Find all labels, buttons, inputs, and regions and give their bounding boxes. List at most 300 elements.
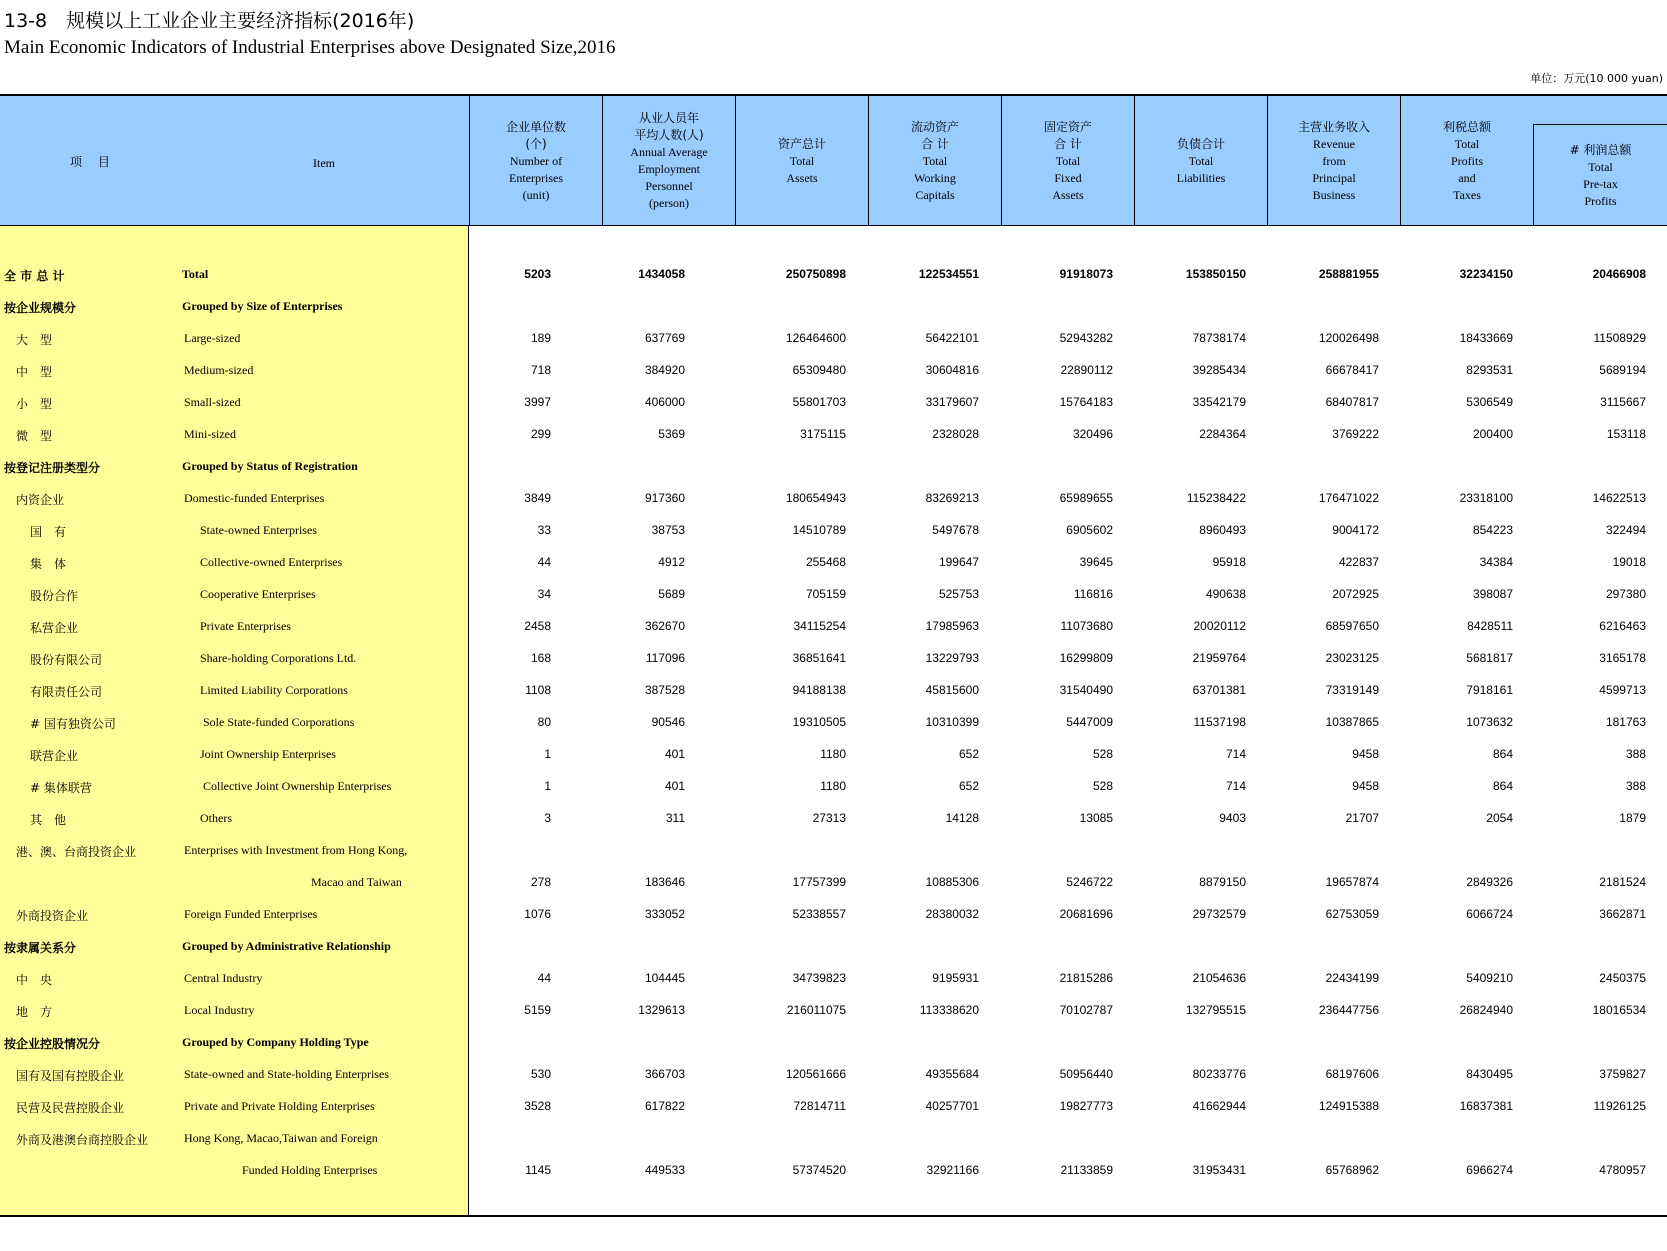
table-cell: 917360 — [644, 491, 685, 505]
column-header-line: Fixed — [1054, 170, 1082, 185]
table-cell: 3997 — [524, 395, 551, 409]
table-row — [0, 1058, 1667, 1090]
table-cell: 449533 — [644, 1163, 685, 1177]
row-label-en: State-owned and State-holding Enterprises — [184, 1067, 389, 1081]
table-cell: 525753 — [938, 587, 979, 601]
table-cell: 68407817 — [1325, 395, 1379, 409]
table-cell: 366703 — [644, 1067, 685, 1081]
table-cell: 40257701 — [925, 1099, 979, 1113]
table-cell: 83269213 — [925, 491, 979, 505]
table-cell: 23023125 — [1325, 651, 1379, 665]
table-cell: 528 — [1092, 747, 1113, 761]
table-cell: 11926125 — [1593, 1099, 1646, 1113]
table-cell: 70102787 — [1059, 1003, 1113, 1017]
column-header-line: Total — [1055, 153, 1081, 168]
table-cell: 401 — [664, 747, 685, 761]
table-cell: 5447009 — [1066, 715, 1113, 729]
table-cell: 31540490 — [1059, 683, 1113, 697]
table-row — [0, 258, 1667, 290]
table-row — [0, 546, 1667, 578]
table-bottom-rule — [0, 1215, 1667, 1217]
table-cell: 120026498 — [1318, 331, 1379, 345]
table-row — [0, 1026, 1667, 1058]
column-header-line: 企业单位数 — [505, 119, 566, 134]
table-cell: 9458 — [1352, 747, 1379, 761]
row-label-en: Collective-owned Enterprises — [200, 555, 343, 569]
table-cell: 8428511 — [1467, 619, 1513, 633]
row-label-cn: 国有及国有控股企业 — [16, 1069, 125, 1083]
table-cell: 72814711 — [793, 1099, 846, 1113]
row-label-en: Cooperative Enterprises — [200, 587, 316, 601]
table-row — [0, 354, 1667, 386]
table-cell: 16299809 — [1059, 651, 1113, 665]
table-cell: 23318100 — [1459, 491, 1513, 505]
table-row — [0, 578, 1667, 610]
table-cell: 44 — [537, 971, 551, 985]
table-cell: 3165178 — [1599, 651, 1646, 665]
table-cell: 530 — [530, 1067, 551, 1081]
table-cell: 297380 — [1605, 587, 1646, 601]
table-cell: 13229793 — [925, 651, 979, 665]
table-cell: 14510789 — [792, 523, 846, 537]
table-cell: 5203 — [524, 267, 551, 281]
column-header-line: Total — [1588, 159, 1613, 174]
header-item-cn: 项 目 — [70, 155, 116, 169]
table-cell: 45815600 — [925, 683, 979, 697]
table-cell: 21054636 — [1192, 971, 1246, 985]
row-label-en: Enterprises with Investment from Hong Kong, — [184, 843, 408, 857]
table-cell: 490638 — [1205, 587, 1246, 601]
column-header-line: (个) — [525, 136, 547, 151]
table-row — [0, 514, 1667, 546]
table-cell: 9004172 — [1332, 523, 1379, 537]
row-label-en: Foreign Funded Enterprises — [184, 907, 318, 921]
table-cell: 200400 — [1472, 427, 1513, 441]
row-label-en: Macao and Taiwan — [311, 875, 402, 889]
row-label-en: Collective Joint Ownership Enterprises — [203, 779, 392, 793]
column-header-line: 资产总计 — [777, 136, 826, 151]
table-cell: 2072925 — [1332, 587, 1379, 601]
row-label-cn: # 国有独资公司 — [30, 717, 116, 731]
table-cell: 22890112 — [1060, 363, 1113, 377]
table-cell: 299 — [530, 427, 551, 441]
table-cell: 2458 — [524, 619, 551, 633]
row-label-cn: 国 有 — [30, 525, 67, 539]
table-cell: 388 — [1625, 779, 1646, 793]
table-cell: 15764183 — [1059, 395, 1113, 409]
table-cell: 1180 — [820, 747, 846, 761]
table-cell: 401 — [664, 779, 685, 793]
table-row — [0, 866, 1667, 898]
table-cell: 65768962 — [1325, 1163, 1379, 1177]
row-label-cn: 外商及港澳台商控股企业 — [16, 1133, 149, 1147]
table-cell: 5497678 — [932, 523, 979, 537]
table-cell: 180654943 — [785, 491, 846, 505]
row-label-en: Grouped by Status of Registration — [182, 459, 358, 473]
column-header-line: Profits — [1450, 153, 1483, 168]
row-label-cn: 集 体 — [30, 557, 67, 571]
table-cell: 6905602 — [1066, 523, 1113, 537]
table-cell: 36851641 — [792, 651, 846, 665]
row-label-en: Large-sized — [184, 331, 241, 345]
column-header-line: 合 计 — [921, 136, 949, 151]
table-row — [0, 1154, 1667, 1186]
row-label-cn: 按登记注册类型分 — [4, 461, 101, 475]
column-header-line: Employment — [638, 162, 700, 176]
table-row — [0, 450, 1667, 482]
column-header-line: Total — [922, 153, 948, 168]
table-cell: 39285434 — [1192, 363, 1246, 377]
column-header-line: 负债合计 — [1176, 136, 1225, 151]
row-label-cn: 中 型 — [16, 365, 53, 379]
column-header-line: Total — [1454, 136, 1480, 151]
table-cell: 14128 — [945, 811, 979, 825]
row-label-cn: 股份合作 — [30, 589, 79, 603]
table-cell: 1180 — [820, 779, 846, 793]
table-cell: 6216463 — [1599, 619, 1646, 633]
table-cell: 122534551 — [918, 267, 979, 281]
column-header-6 — [1134, 96, 1267, 226]
row-label-en: Share-holding Corporations Ltd. — [200, 651, 357, 665]
table-cell: 5689194 — [1599, 363, 1646, 377]
table-cell: 311 — [665, 811, 685, 825]
row-label-en: Grouped by Administrative Relationship — [182, 939, 391, 953]
header-item-en: Item — [313, 156, 335, 170]
table-cell: 19018 — [1612, 555, 1646, 569]
table-cell: 9403 — [1219, 811, 1246, 825]
table-cell: 637769 — [644, 331, 685, 345]
column-header-line: 平均人数(人) — [634, 128, 704, 142]
table-cell: 124915388 — [1318, 1099, 1379, 1113]
table-row — [0, 642, 1667, 674]
row-label-cn: 全 市 总 计 — [4, 269, 65, 283]
table-cell: 20466908 — [1592, 267, 1646, 281]
table-cell: 80233776 — [1192, 1067, 1246, 1081]
table-cell: 864 — [1492, 747, 1513, 761]
table-cell: 55801703 — [792, 395, 846, 409]
table-cell: 41662944 — [1192, 1099, 1246, 1113]
table-cell: 3849 — [524, 491, 551, 505]
table-cell: 5689 — [658, 587, 685, 601]
column-header-line: 合 计 — [1054, 136, 1082, 151]
column-header-line: Annual Average — [630, 145, 708, 159]
table-cell: 384920 — [644, 363, 685, 377]
table-cell: 2849326 — [1466, 875, 1513, 889]
table-cell: 153118 — [1606, 427, 1646, 441]
table-cell: 27313 — [812, 811, 846, 825]
table-cell: 95918 — [1212, 555, 1246, 569]
table-cell: 1076 — [524, 907, 551, 921]
table-row — [0, 322, 1667, 354]
table-cell: 6066724 — [1466, 907, 1513, 921]
table-cell: 2284364 — [1199, 427, 1246, 441]
table-cell: 387528 — [644, 683, 685, 697]
table-cell: 44 — [537, 555, 551, 569]
column-header-line: Working — [914, 170, 956, 185]
table-cell: 21133859 — [1060, 1163, 1113, 1177]
row-label-en: Medium-sized — [184, 363, 254, 377]
table-cell: 153850150 — [1185, 267, 1246, 281]
table-cell: 1329613 — [638, 1003, 685, 1017]
row-label-en: State-owned Enterprises — [200, 523, 317, 537]
table-cell: 34115254 — [793, 619, 846, 633]
table-row — [0, 802, 1667, 834]
column-header-line: 从业人员年 — [638, 111, 699, 125]
table-title-cn: 13-8 规模以上工业企业主要经济指标(2016年) — [4, 10, 415, 32]
table-cell: 21815286 — [1059, 971, 1113, 985]
column-header-line: Personnel — [645, 179, 693, 193]
table-cell: 19827773 — [1059, 1099, 1113, 1113]
column-header-line: Number of — [509, 153, 563, 168]
table-cell: 322494 — [1605, 523, 1646, 537]
table-cell: 16837381 — [1459, 1099, 1513, 1113]
table-cell: 18016534 — [1592, 1003, 1646, 1017]
table-cell: 3528 — [524, 1099, 551, 1113]
table-cell: 9458 — [1352, 779, 1379, 793]
column-header-line: Principal — [1312, 170, 1356, 185]
table-cell: 1108 — [525, 683, 551, 697]
table-cell: 33179607 — [925, 395, 979, 409]
table-cell: 864 — [1492, 779, 1513, 793]
table-cell: 17757399 — [792, 875, 846, 889]
column-header-line: Enterprises — [509, 170, 563, 185]
table-cell: 52338557 — [792, 907, 846, 921]
table-cell: 68197606 — [1325, 1067, 1379, 1081]
table-cell: 21707 — [1345, 811, 1379, 825]
table-cell: 8960493 — [1199, 523, 1246, 537]
column-header-line: Assets — [786, 170, 818, 185]
table-cell: 236447756 — [1318, 1003, 1379, 1017]
row-label-cn: 有限责任公司 — [30, 685, 103, 699]
table-row — [0, 482, 1667, 514]
row-label-cn: 按企业规模分 — [4, 301, 77, 315]
table-row — [0, 898, 1667, 930]
table-row — [0, 1090, 1667, 1122]
table-cell: 320496 — [1072, 427, 1113, 441]
column-header-line: Total — [1188, 153, 1214, 168]
table-cell: 2328028 — [932, 427, 979, 441]
table-cell: 14622513 — [1592, 491, 1646, 505]
row-label-cn: 联营企业 — [30, 749, 79, 763]
unit-label: 单位：万元(10 000 yuan) — [1530, 72, 1663, 85]
table-cell: 50956440 — [1059, 1067, 1113, 1081]
table-cell: 1073632 — [1466, 715, 1513, 729]
table-cell: 11508929 — [1593, 331, 1646, 345]
table-cell: 168 — [530, 651, 551, 665]
row-label-cn: 其 他 — [30, 813, 67, 827]
table-cell: 176471022 — [1318, 491, 1379, 505]
table-cell: 4912 — [658, 555, 685, 569]
table-cell: 6966274 — [1466, 1163, 1513, 1177]
table-cell: 3 — [544, 811, 551, 825]
table-row — [0, 706, 1667, 738]
table-cell: 2054 — [1486, 811, 1513, 825]
row-label-cn: 外商投资企业 — [16, 909, 89, 923]
table-cell: 652 — [958, 747, 979, 761]
table-cell: 4780957 — [1599, 1163, 1646, 1177]
table-cell: 5246722 — [1066, 875, 1113, 889]
column-header-7 — [1267, 96, 1400, 226]
table-cell: 90546 — [651, 715, 685, 729]
table-cell: 31953431 — [1192, 1163, 1246, 1177]
row-label-en: Funded Holding Enterprises — [242, 1163, 378, 1177]
table-cell: 13085 — [1079, 811, 1113, 825]
row-label-cn: 内资企业 — [16, 493, 65, 507]
table-cell: 250750898 — [785, 267, 846, 281]
row-label-en: Others — [200, 811, 232, 825]
table-row — [0, 994, 1667, 1026]
row-label-en: Mini-sized — [184, 427, 236, 441]
table-cell: 617822 — [644, 1099, 685, 1113]
table-cell: 39645 — [1079, 555, 1113, 569]
row-label-cn: 股份有限公司 — [30, 653, 103, 667]
table-cell: 181763 — [1605, 715, 1646, 729]
table-cell: 255468 — [805, 555, 846, 569]
table-row — [0, 738, 1667, 770]
table-cell: 30604816 — [925, 363, 979, 377]
table-row — [0, 930, 1667, 962]
table-cell: 117096 — [645, 651, 685, 665]
table-cell: 34 — [537, 587, 551, 601]
table-cell: 21959764 — [1192, 651, 1246, 665]
row-label-en: Private and Private Holding Enterprises — [184, 1099, 375, 1113]
row-label-cn: 中 央 — [16, 973, 53, 987]
table-cell: 56422101 — [925, 331, 979, 345]
table-cell: 65309480 — [792, 363, 846, 377]
table-title-en: Main Economic Indicators of Industrial Enterprises above Designated Size,2016 — [4, 37, 616, 58]
column-header-line: Liabilities — [1176, 170, 1226, 185]
table-cell: 66678417 — [1325, 363, 1379, 377]
table-cell: 19310505 — [792, 715, 846, 729]
column-header-line: Revenue — [1313, 136, 1355, 151]
table-cell: 34384 — [1479, 555, 1513, 569]
table-cell: 28380032 — [925, 907, 979, 921]
table-cell: 29732579 — [1192, 907, 1246, 921]
table-cell: 94188138 — [792, 683, 846, 697]
row-label-en: Small-sized — [184, 395, 241, 409]
column-header-line: 固定资产 — [1043, 119, 1092, 134]
row-label-en: Joint Ownership Enterprises — [200, 747, 336, 761]
table-cell: 362670 — [644, 619, 685, 633]
row-label-en: Grouped by Company Holding Type — [182, 1035, 369, 1049]
column-header-9 — [1533, 124, 1667, 226]
table-cell: 278 — [530, 875, 551, 889]
table-cell: 73319149 — [1325, 683, 1379, 697]
table-cell: 199647 — [938, 555, 979, 569]
row-label-en: Domestic-funded Enterprises — [184, 491, 325, 505]
table-cell: 33 — [537, 523, 551, 537]
table-row — [0, 962, 1667, 994]
row-label-cn: 地 方 — [16, 1005, 53, 1019]
column-header-line: from — [1322, 153, 1346, 168]
table-cell: 3662871 — [1599, 907, 1646, 921]
table-cell: 5369 — [658, 427, 685, 441]
table-cell: 32921166 — [926, 1163, 979, 1177]
row-label-en: Central Industry — [184, 971, 263, 985]
table-cell: 7918161 — [1466, 683, 1513, 697]
column-header-line: 流动资产 — [910, 119, 959, 134]
table-cell: 22434199 — [1325, 971, 1379, 985]
row-label-en: Sole State-funded Corporations — [203, 715, 355, 729]
table-cell: 68597650 — [1325, 619, 1379, 633]
column-header-3 — [735, 96, 868, 226]
column-header-1 — [469, 96, 602, 226]
table-cell: 714 — [1225, 747, 1246, 761]
table-cell: 3175115 — [800, 427, 846, 441]
table-cell: 422837 — [1338, 555, 1379, 569]
row-label-cn: 按隶属关系分 — [4, 941, 77, 955]
table-cell: 33542179 — [1192, 395, 1246, 409]
table-cell: 528 — [1092, 779, 1113, 793]
table-cell: 126464600 — [785, 331, 846, 345]
column-header-2 — [602, 96, 735, 226]
table-cell: 406000 — [644, 395, 685, 409]
table-cell: 32234150 — [1459, 267, 1513, 281]
row-label-cn: 民营及民营控股企业 — [16, 1101, 125, 1115]
table-cell: 5409210 — [1466, 971, 1513, 985]
table-row — [0, 834, 1667, 866]
table-cell: 5306549 — [1466, 395, 1513, 409]
column-header-line: 主营业务收入 — [1297, 119, 1370, 134]
table-cell: 705159 — [805, 587, 846, 601]
table-cell: 1879 — [1619, 811, 1646, 825]
table-cell: 5681817 — [1466, 651, 1513, 665]
table-cell: 1434058 — [638, 267, 685, 281]
table-cell: 132795515 — [1185, 1003, 1246, 1017]
table-cell: 113338620 — [919, 1003, 979, 1017]
table-header — [0, 94, 1667, 226]
table-cell: 63701381 — [1192, 683, 1246, 697]
row-label-en: Hong Kong, Macao,Taiwan and Foreign — [184, 1131, 378, 1145]
table-cell: 91918073 — [1059, 267, 1113, 281]
table-cell: 2450375 — [1599, 971, 1646, 985]
table-cell: 10387865 — [1325, 715, 1379, 729]
column-header-line: Assets — [1052, 187, 1084, 202]
table-cell: 26824940 — [1459, 1003, 1513, 1017]
table-cell: 258881955 — [1318, 267, 1379, 281]
table-cell: 18433669 — [1459, 331, 1513, 345]
table-cell: 189 — [530, 331, 551, 345]
table-cell: 9195931 — [932, 971, 979, 985]
table-cell: 1 — [544, 747, 551, 761]
row-label-en: Local Industry — [184, 1003, 255, 1017]
table-cell: 333052 — [644, 907, 685, 921]
table-cell: 19657874 — [1325, 875, 1379, 889]
table-cell: 854223 — [1472, 523, 1513, 537]
table-cell: 8879150 — [1199, 875, 1246, 889]
column-header-line: (person) — [649, 196, 689, 210]
table-cell: 652 — [958, 779, 979, 793]
column-header-line: Business — [1312, 187, 1356, 202]
table-cell: 104445 — [644, 971, 685, 985]
table-cell: 1 — [544, 779, 551, 793]
column-header-8 — [1400, 96, 1533, 226]
column-header-5 — [1001, 96, 1134, 226]
table-cell: 718 — [530, 363, 551, 377]
table-cell: 20681696 — [1059, 907, 1113, 921]
table-cell: 52943282 — [1059, 331, 1113, 345]
table-cell: 3115667 — [1600, 395, 1646, 409]
table-cell: 388 — [1625, 747, 1646, 761]
table-cell: 714 — [1225, 779, 1246, 793]
column-header-line: Profits — [1584, 193, 1617, 208]
row-label-cn: 按企业控股情况分 — [4, 1037, 101, 1051]
table-row — [0, 674, 1667, 706]
table-cell: 49355684 — [925, 1067, 979, 1081]
table-cell: 80 — [537, 715, 551, 729]
table-cell: 11073680 — [1060, 619, 1113, 633]
table-cell: 17985963 — [925, 619, 979, 633]
